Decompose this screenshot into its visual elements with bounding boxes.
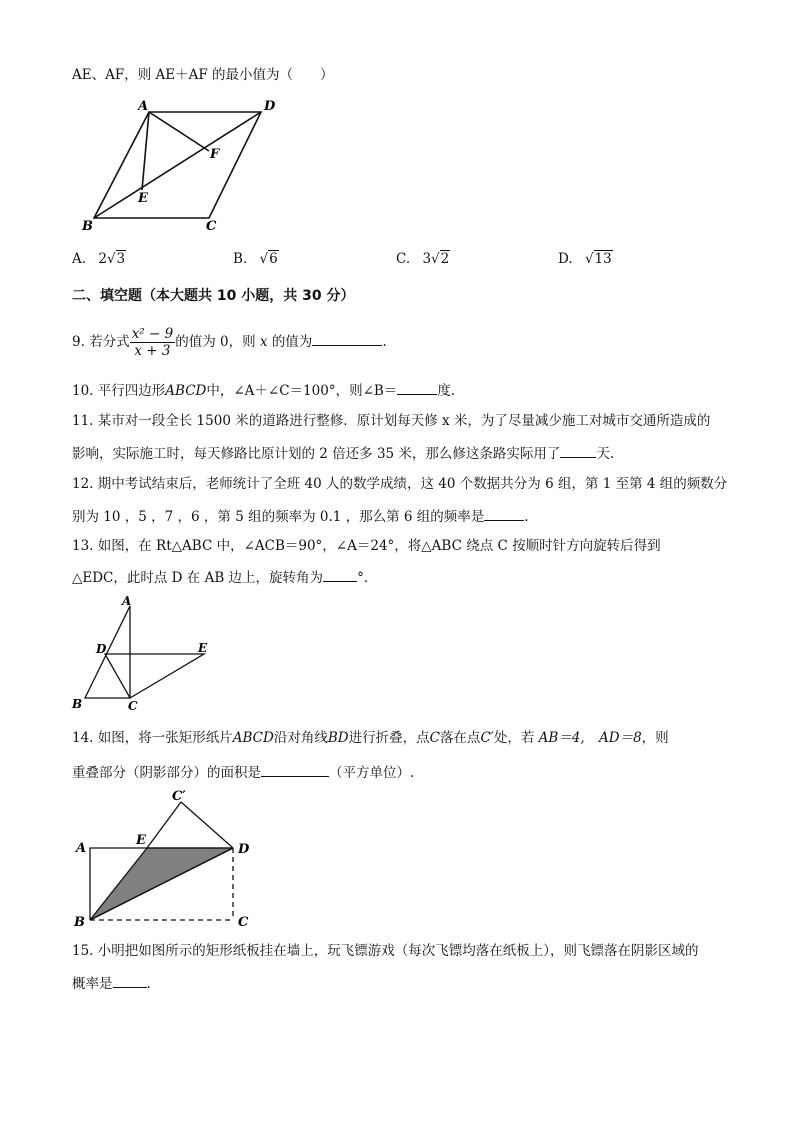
q14-cond2: AD＝8 — [599, 730, 642, 746]
q14-text-b: 沿对角线 — [273, 730, 328, 746]
sqrt-icon: √ — [431, 251, 440, 267]
q14-point-c-prime: C′ — [480, 730, 494, 746]
label-F: F — [210, 147, 220, 162]
q11-line1: 11. 某市对一段全长 1500 米的道路进行整修．原计划每天修 x 米，为了尽量减少施工对城市交通所造成的 — [72, 413, 711, 429]
q14-text-d: 落在点 — [439, 730, 481, 746]
label-E: E — [138, 191, 148, 206]
q10-text1: 平行四边形 — [97, 383, 166, 399]
q9-frac-num: x² − 9 — [131, 326, 174, 342]
q13-line2 — [72, 567, 377, 587]
q14-text-f: ，则 — [641, 730, 669, 746]
q11-answer-blank[interactable] — [560, 443, 596, 458]
sqrt-icon: √ — [584, 251, 594, 267]
sqrt-icon: √ — [106, 251, 116, 267]
q9-answer-blank[interactable] — [312, 331, 382, 346]
q14-answer-blank[interactable] — [261, 762, 329, 777]
label-B: B — [74, 915, 85, 930]
q14-shape: ABCD — [232, 730, 274, 746]
q13-rotation-figure — [68, 592, 218, 714]
q12-line2 — [72, 506, 529, 526]
option-radicand: 6 — [269, 251, 278, 267]
label-A: A — [138, 99, 149, 114]
label-D: D — [96, 642, 107, 656]
q13-line2-text: △EDC，此时点 D 在 AB 边上，旋转角为 — [72, 570, 324, 586]
q8-parallelogram-figure — [78, 94, 288, 236]
label-D: D — [264, 99, 276, 114]
q15-answer-blank[interactable] — [113, 973, 147, 988]
q9-frac-den: x + 3 — [134, 343, 171, 359]
q9-num: 9. — [72, 334, 85, 350]
label-D: D — [238, 842, 250, 857]
q14-cond1: AB＝4, — [538, 730, 585, 746]
option-radicand: 13 — [594, 251, 612, 267]
q14-end: （平方单位）. — [329, 765, 415, 781]
q15-end: . — [146, 976, 151, 992]
option-key: B. — [233, 251, 248, 267]
q13-answer-blank[interactable] — [323, 567, 357, 582]
option-radicand: 2 — [440, 251, 450, 267]
option-key: C. — [396, 251, 411, 267]
option-key: A. — [72, 251, 87, 267]
q10-text2: 中，∠A＋∠C＝100°，则∠B＝ — [206, 383, 398, 399]
label-C: C — [128, 699, 138, 713]
label-B: B — [72, 697, 83, 711]
q9 — [72, 322, 387, 362]
q8-stem-tail: AE、AF，则 AE＋AF 的最小值为（ ） — [72, 67, 334, 83]
label-C: C — [206, 219, 217, 234]
label-E: E — [198, 641, 208, 655]
q14-text-c: 进行折叠，点 — [348, 730, 430, 746]
q9-fraction — [130, 326, 176, 359]
q15-line2-text: 概率是 — [72, 976, 113, 992]
q13-end: °． — [357, 570, 378, 586]
q14-text-a: 14. 如图，将一张矩形纸片 — [72, 730, 233, 746]
option-coef: 3 — [422, 251, 432, 267]
q12-answer-blank[interactable] — [484, 506, 524, 521]
q9-pre: 若分式 — [89, 334, 130, 350]
q12-line2-text: 别为 10 ，5 ，7 ，6 ，第 5 组的频率为 0.1 ，那么第 6 组的频率是 — [72, 509, 485, 525]
q14-diag: BD — [327, 730, 349, 746]
section2-title: 二、填空题（本大题共 10 小题，共 30 分） — [72, 288, 355, 304]
q9-post: 的值为 — [271, 334, 313, 350]
q8-option-d[interactable] — [558, 250, 613, 268]
q14-text-e: 处，若 — [493, 730, 535, 746]
q12-line1: 12. 期中考试结束后，老师统计了全班 40 人的数学成绩，这 40 个数据共分为 6 组，第 1 至第 4 组的频数分 — [72, 476, 728, 492]
label-A: A — [76, 841, 87, 856]
q13-line1: 13. 如图，在 Rt△ABC 中，∠ACB＝90°，∠A＝24°，将△ABC 绕点 C 按顺时针方向旋转后得到 — [72, 538, 661, 554]
option-radicand: 3 — [116, 251, 126, 267]
option-key: D. — [558, 251, 573, 267]
q10 — [72, 380, 455, 400]
q9-mid: 的值为 0，则 — [175, 334, 256, 350]
q11-line2 — [72, 443, 614, 463]
label-B: B — [82, 219, 93, 234]
label-C: C — [238, 915, 249, 930]
label-A: A — [122, 594, 132, 608]
q14-point-c: C — [429, 730, 440, 746]
q9-end: . — [382, 334, 387, 350]
q14-line1 — [72, 729, 669, 747]
q11-line2-text: 影响，实际施工时，每天修路比原计划的 2 倍还多 35 米，那么修这条路实际用了 — [72, 446, 561, 462]
option-coef: 2 — [98, 251, 107, 267]
q8-option-b[interactable] — [233, 250, 279, 268]
q15-line2 — [72, 973, 151, 993]
q15-line1: 15. 小明把如图所示的矩形纸板挂在墙上，玩飞镖游戏（每次飞镖均落在纸板上），则飞镖落在阴影区域的 — [72, 943, 699, 959]
q8-option-c[interactable] — [396, 250, 450, 268]
q10-num: 10. — [72, 383, 94, 399]
q12-end: . — [524, 509, 529, 525]
label-E: E — [136, 833, 146, 848]
q9-var: x — [259, 334, 268, 350]
q14-fold-figure — [72, 786, 262, 932]
q14-line2-text: 重叠部分（阴影部分）的面积是 — [72, 765, 261, 781]
q10-shape: ABCD — [165, 383, 207, 399]
q8-option-a[interactable] — [72, 250, 126, 268]
q11-end: 天. — [596, 446, 615, 462]
q10-text3: 度. — [437, 383, 456, 399]
q14-line2 — [72, 762, 414, 782]
label-C-prime: C′ — [172, 789, 186, 804]
sqrt-icon: √ — [259, 251, 269, 267]
q10-answer-blank[interactable] — [397, 380, 437, 395]
